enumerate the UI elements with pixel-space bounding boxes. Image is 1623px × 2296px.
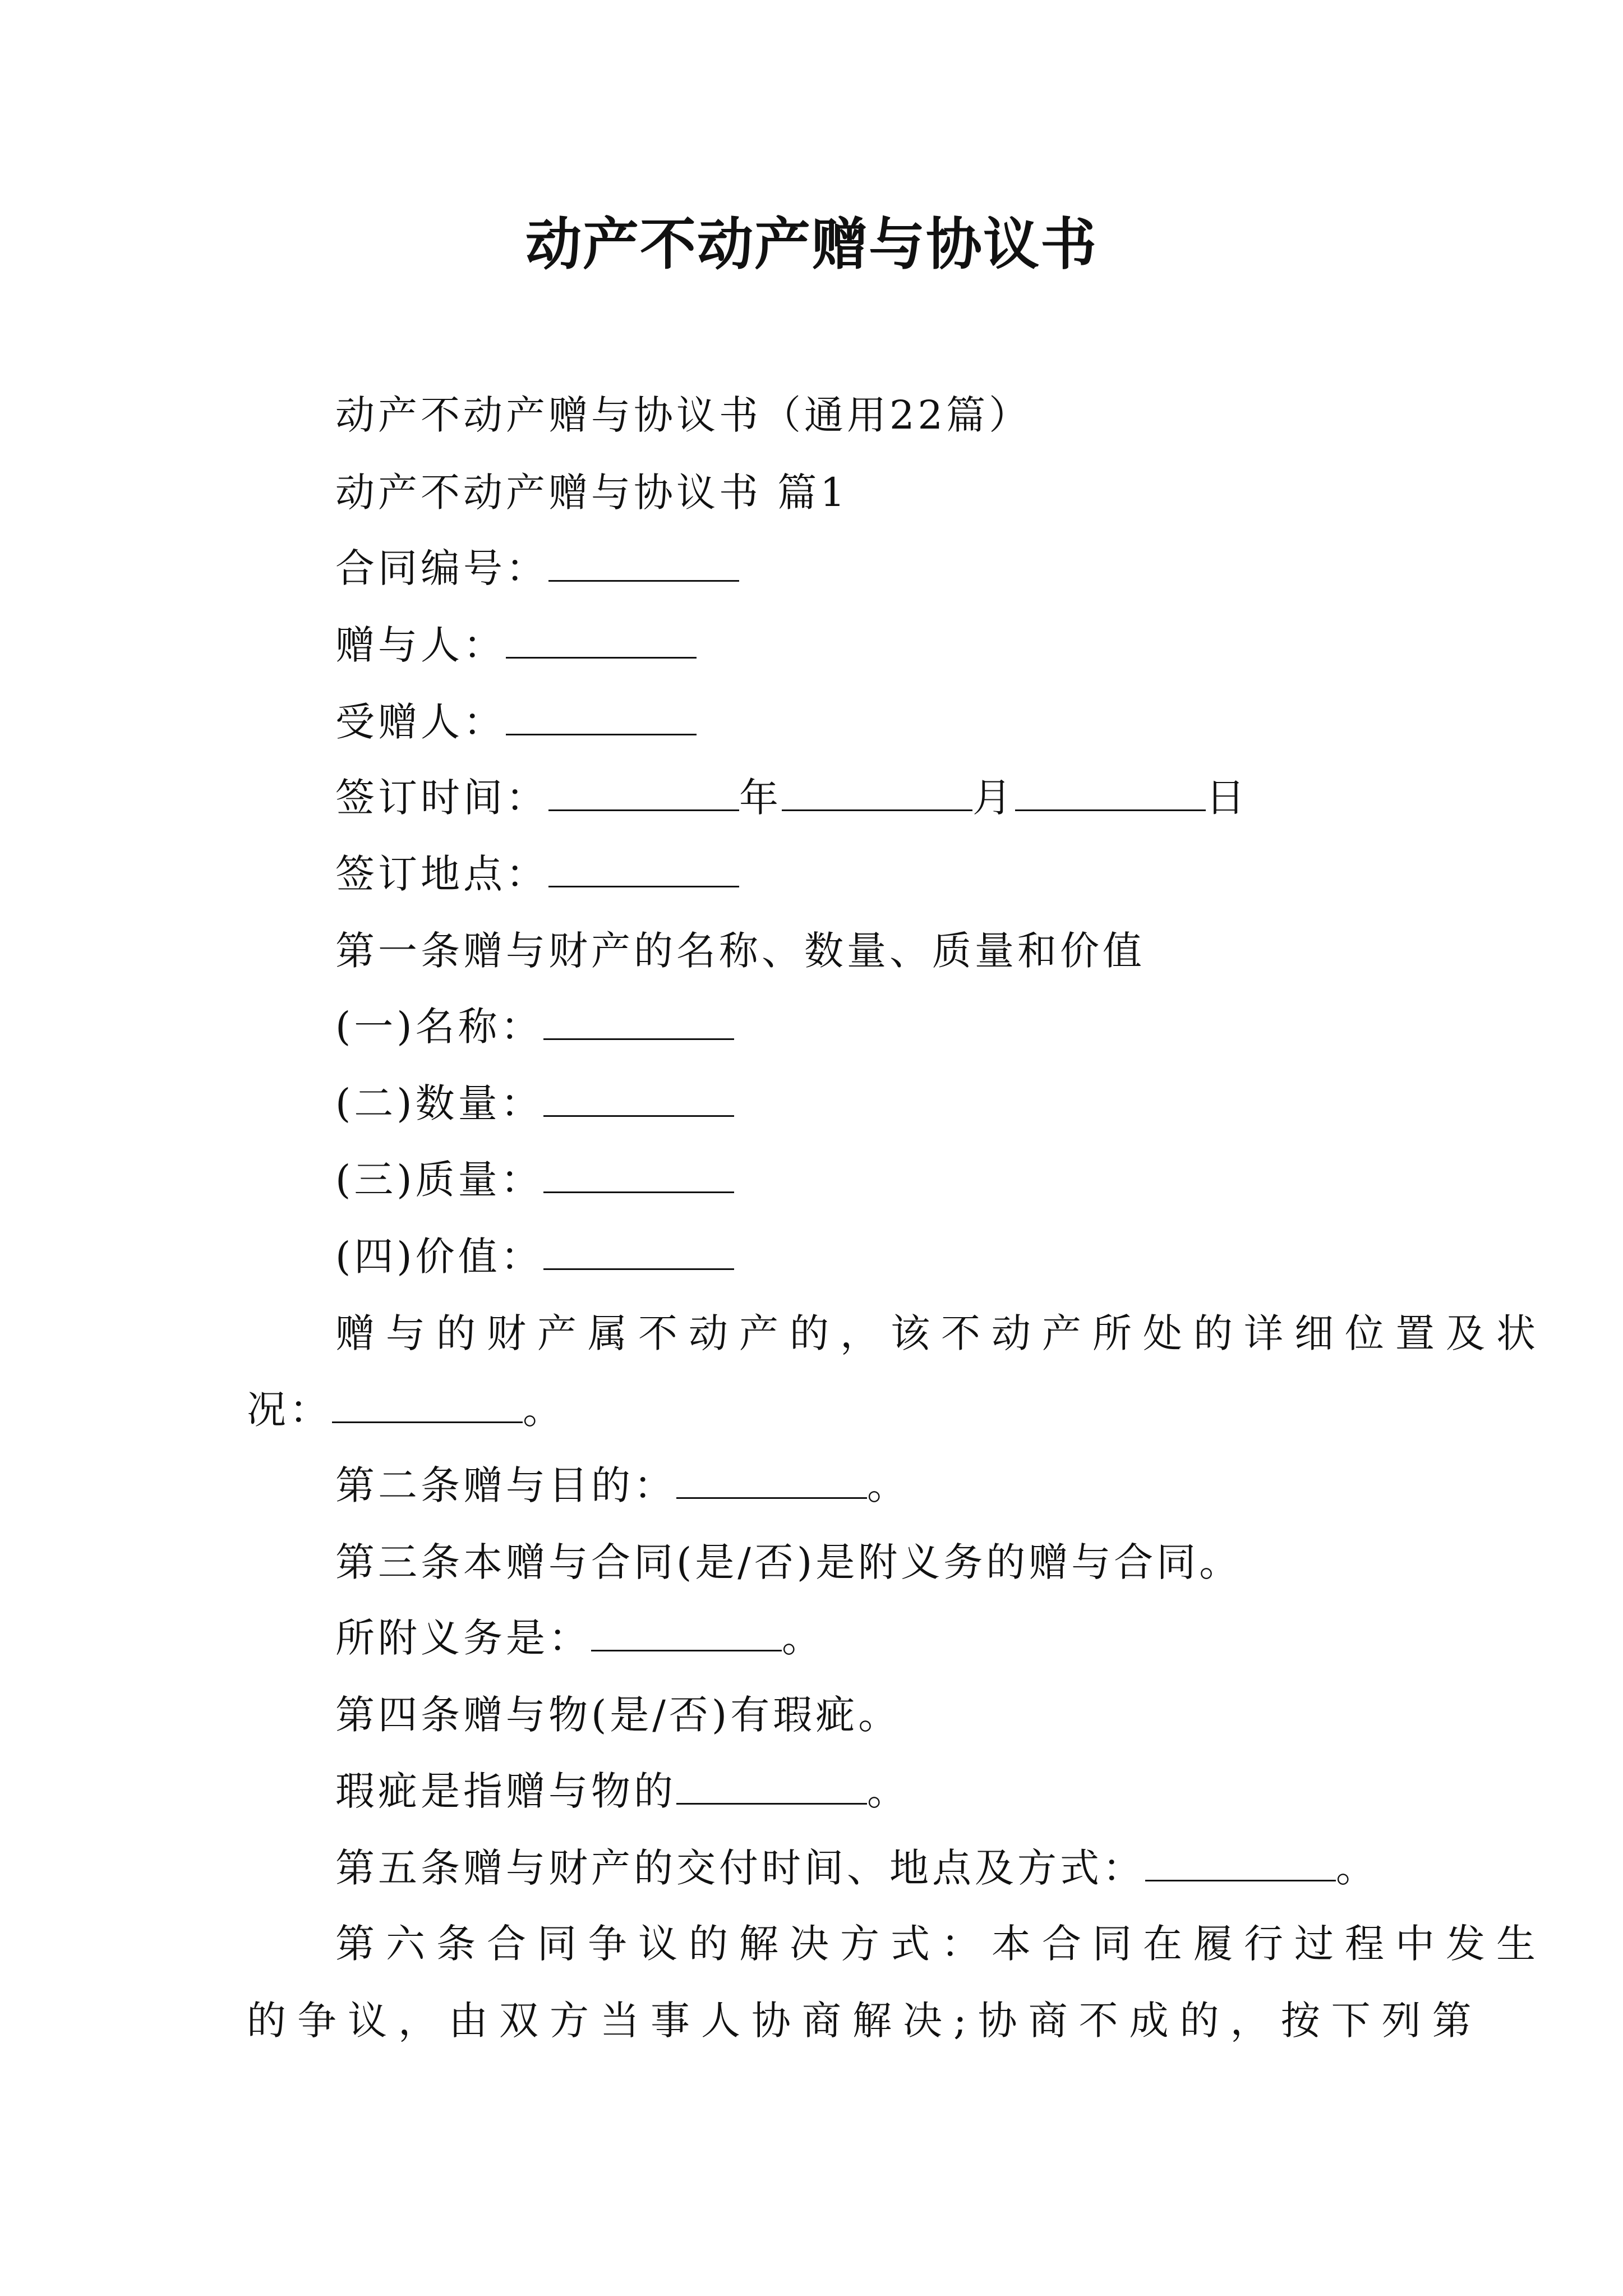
sign-time-label: 签订时间： (335, 775, 548, 821)
obligation-blank (591, 1616, 782, 1651)
contract-number-blank (548, 546, 739, 582)
article-5-label: 第五条赠与财产的交付时间、地点及方式： (335, 1845, 1145, 1891)
item-quantity-line (335, 1075, 734, 1131)
realty-paragraph-line-2 (247, 1382, 565, 1438)
article-1-heading: 第一条赠与财产的名称、数量、质量和价值 (335, 928, 1145, 974)
donee-blank (506, 700, 697, 735)
item-name-label: (一)名称： (335, 1004, 543, 1050)
article-2-line (335, 1457, 910, 1513)
realty-status-blank (332, 1388, 523, 1423)
item-value-line (335, 1228, 734, 1285)
donor-label: 赠与人： (335, 622, 506, 668)
article-2-label: 第二条赠与目的： (335, 1462, 676, 1508)
period-mark: 。 (523, 1387, 565, 1433)
sign-place-blank (548, 852, 739, 887)
defect-label: 瑕疵是指赠与物的 (335, 1768, 676, 1814)
realty-paragraph-line-1: 赠与的财产属不动产的，该不动产所处的详细位置及状 (335, 1310, 1547, 1356)
item-value-label: (四)价值： (335, 1234, 543, 1280)
article-5-blank (1145, 1846, 1336, 1881)
item-quality-blank (543, 1158, 734, 1193)
article-2-blank (676, 1464, 867, 1499)
period-mark: 。 (867, 1462, 910, 1508)
article-6-line-2: 的争议，由双方当事人协商解决;协商不成的，按下列第 (247, 1998, 1483, 2044)
item-quantity-label: (二)数量： (335, 1080, 543, 1126)
item-value-blank (543, 1235, 734, 1270)
document-title: 动产不动产赠与协议书 (525, 211, 1098, 277)
sign-place-label: 签订地点： (335, 851, 548, 897)
donor-blank (506, 623, 697, 659)
donee-line (335, 694, 697, 750)
month-label: 月 (972, 775, 1015, 821)
defect-blank (676, 1769, 867, 1805)
obligation-line (335, 1610, 824, 1666)
document-subtitle: 动产不动产赠与协议书（通用22篇） (335, 392, 1032, 438)
item-quantity-blank (543, 1082, 734, 1117)
article-6-line-1: 第六条合同争议的解决方式：本合同在履行过程中发生 (335, 1921, 1547, 1967)
donee-label: 受赠人： (335, 699, 506, 745)
contract-number-line (335, 540, 739, 596)
article-4-line: 第四条赠与物(是/否)有瑕疵。 (335, 1692, 901, 1738)
year-label: 年 (739, 775, 782, 821)
contract-number-label: 合同编号： (335, 545, 548, 591)
sign-place-line (335, 846, 739, 902)
item-quality-line (335, 1152, 734, 1208)
day-label: 日 (1206, 775, 1248, 821)
period-mark: 。 (1336, 1845, 1378, 1891)
year-blank (548, 776, 739, 811)
month-blank (782, 776, 972, 811)
article-3-line: 第三条本赠与合同(是/否)是附义务的赠与合同。 (335, 1539, 1242, 1585)
day-blank (1015, 776, 1206, 811)
donor-line (335, 617, 697, 673)
sign-time-line (335, 770, 1248, 826)
defect-line (335, 1763, 910, 1819)
item-name-line (335, 999, 734, 1055)
realty-status-label: 况： (247, 1387, 332, 1433)
period-mark: 。 (867, 1768, 910, 1814)
period-mark: 。 (782, 1615, 824, 1661)
obligation-label: 所附义务是： (335, 1615, 591, 1661)
item-name-blank (543, 1005, 734, 1040)
item-quality-label: (三)质量： (335, 1157, 543, 1203)
article-5-line (335, 1840, 1378, 1896)
section-heading: 动产不动产赠与协议书 篇1 (335, 470, 849, 516)
